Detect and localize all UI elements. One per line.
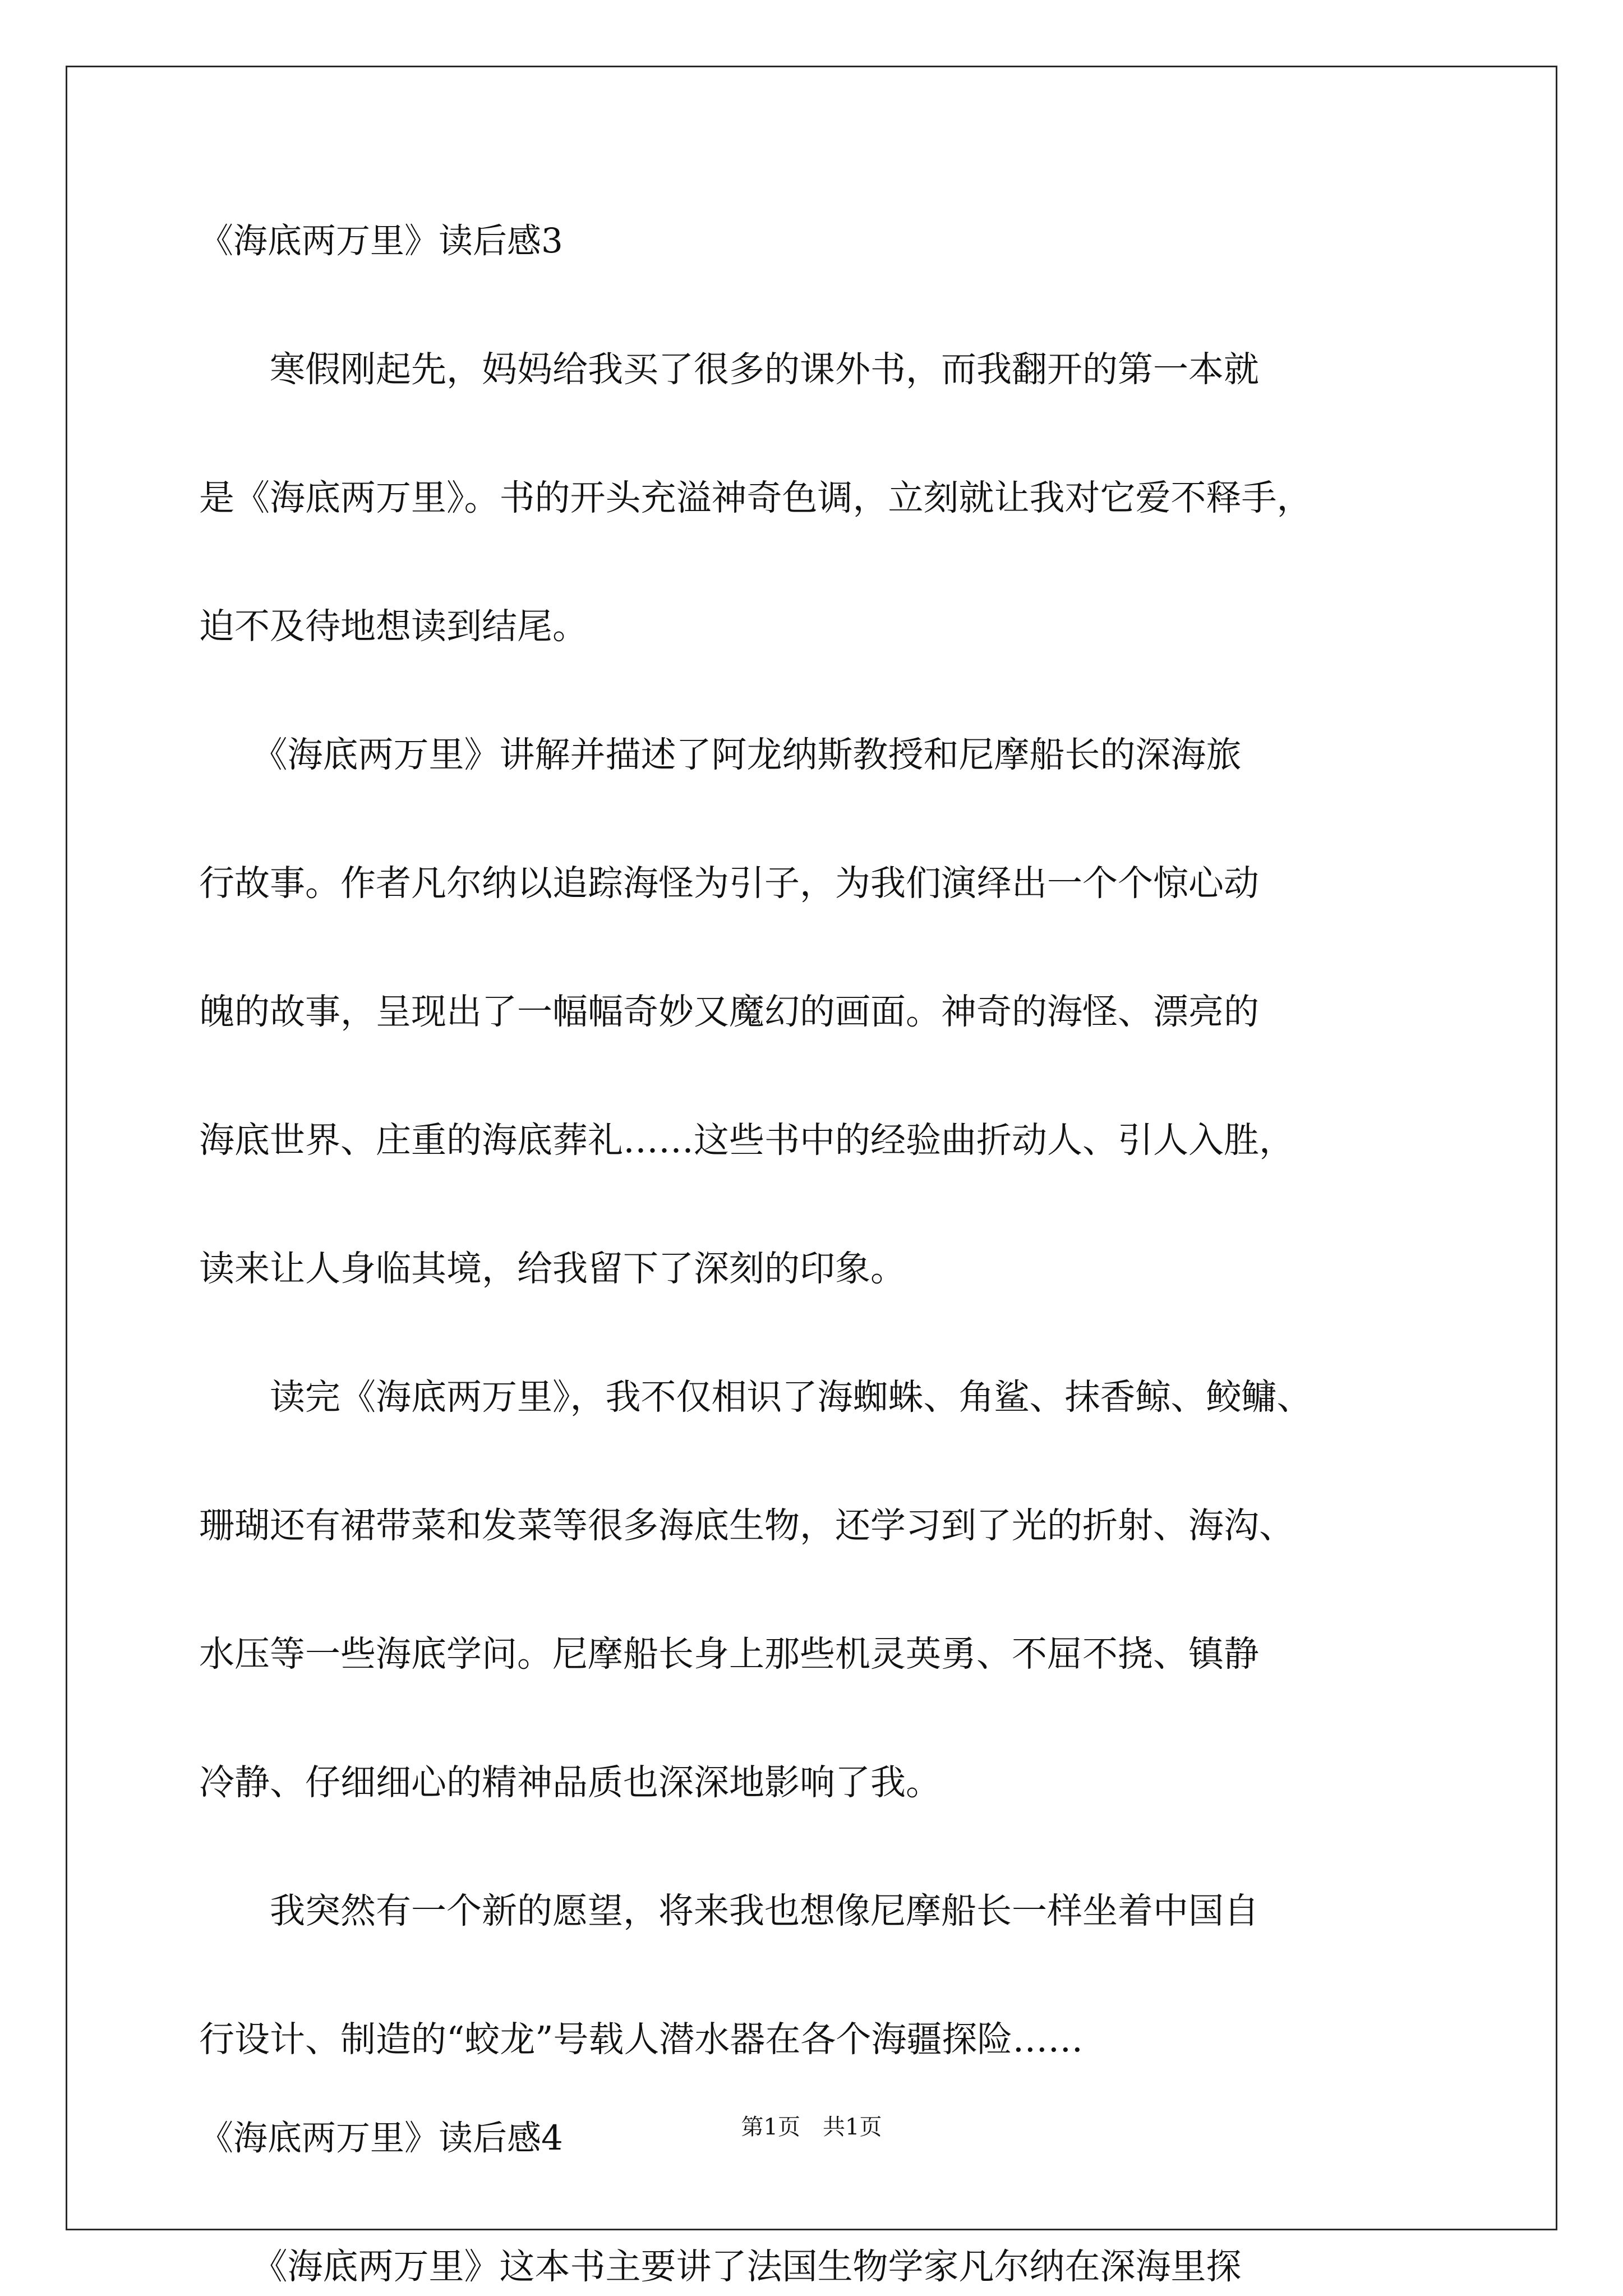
text-line: 寒假刚起先，妈妈给我买了很多的课外书，而我翻开的第一本就 (199, 349, 1259, 390)
paragraph (199, 2239, 1433, 2295)
page-footer: 第1页 共1页 (741, 2114, 882, 2140)
text-line: 水压等一些海底学问。尼摩船长身上那些机灵英勇、不屈不挠、镇静 (199, 1634, 1259, 1674)
section-heading: 《海底两万里》读后感4 (199, 2118, 563, 2158)
paragraph (199, 727, 1433, 1297)
text-line: 是《海底两万里》。书的开头充溢神奇色调，立刻就让我对它爱不释手， (199, 477, 1312, 518)
text-line: 读来让人身临其境，给我留下了深刻的印象。 (199, 1248, 906, 1289)
text-line: 我突然有一个新的愿望，将来我也想像尼摩船长一样坐着中国自 (199, 1890, 1259, 1931)
text-line: 珊瑚还有裙带菜和发菜等很多海底生物，还学习到了光的折射、海沟、 (199, 1505, 1294, 1546)
paragraph (199, 342, 1433, 655)
text-line: 海底世界、庄重的海底葬礼……这些书中的经验曲折动人、引人入胜， (199, 1120, 1294, 1161)
text-line: 魄的故事，呈现出了一幅幅奇妙又魔幻的画面。神奇的海怪、漂亮的 (199, 991, 1259, 1032)
text-line: 《海底两万里》讲解并描述了阿龙纳斯教授和尼摩船长的深海旅 (199, 734, 1242, 775)
text-line: 行设计、制造的“蛟龙”号载人潜水器在各个海疆探险…… (199, 2019, 1083, 2060)
text-line: 《海底两万里》这本书主要讲了法国生物学家凡尔纳在深海里探 (199, 2246, 1242, 2287)
text-line: 行故事。作者凡尔纳以追踪海怪为引子，为我们演绎出一个个惊心动 (199, 863, 1259, 904)
document-body (199, 213, 1433, 2295)
text-line: 读完《海底两万里》，我不仅相识了海蜘蛛、角鲨、抹香鲸、鲛鳙、 (199, 1377, 1312, 1418)
text-line: 冷静、仔细细心的精神品质也深深地影响了我。 (199, 1762, 941, 1803)
section-heading: 《海底两万里》读后感3 (199, 221, 563, 261)
paragraph (199, 1883, 1433, 2068)
text-line: 迫不及待地想读到结尾。 (199, 606, 588, 647)
paragraph (199, 1369, 1433, 1811)
